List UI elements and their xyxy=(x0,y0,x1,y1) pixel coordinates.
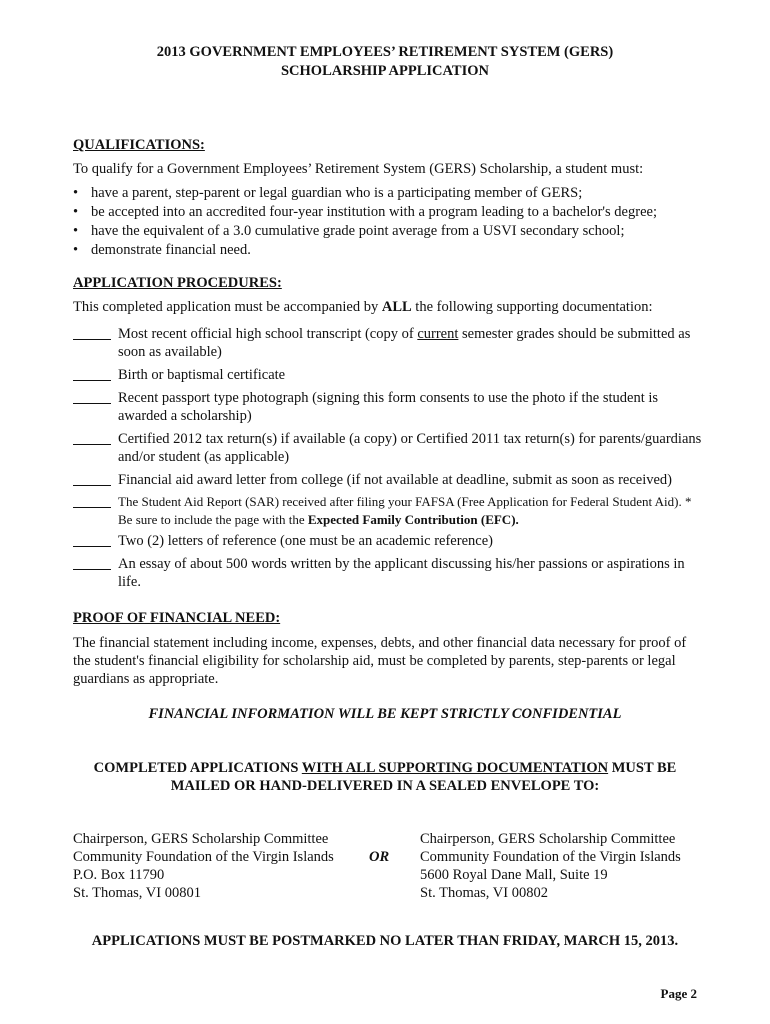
or-separator: OR xyxy=(369,849,390,865)
confidential-notice: FINANCIAL INFORMATION WILL BE KEPT STRICTLY CONFIDENTIAL xyxy=(148,706,622,722)
mailing-instruction-line2: MAILED OR HAND-DELIVERED IN A SEALED ENVELOPE TO: xyxy=(170,778,600,794)
qualifications-intro: To qualify for a Government Employees’ Retirement System (GERS) Scholarship, a student must: xyxy=(73,161,644,177)
document-page: 2013 GOVERNMENT EMPLOYEES’ RETIREMENT SYSTEM (GERS) SCHOLARSHIP APPLICATION QUALIFICATIONS: To qualify for a Government Employees’ Retirement System (GERS) Scholarship, a student must: • have a parent, step-parent or legal guardian who is a participating member of GERS; • be accepted into an accredited four-year institution with a program leading to a bachelor's degree; • have the equivalent of a 3.0 cumulative grade point average from a USVI secondary school; • demonstrate financial need. APPLICATION PROCEDURES: This completed application must be accompanied by ALL the following supporting documentation: Most recent official high school transcript (copy of current semester grades should be submitted as soon as available) Birth or baptismal certificate Recent passport type photograph (signing this form consents to use the photo if the student is awarded a scholarship) Certified 2012 tax return(s) if available (a copy) or Certified 2011 tax return(s) for parents/guardians and/or student (as applicable) Financial aid award letter from college (if not available at deadline, submit as soon as received) The Student Aid Report (SAR) received after filing your FAFSA (Free Application for Federal Student Aid). * Be sure to include the page with the Expected Family Contribution (EFC). Two (2) letters of reference (one must be an academic reference) An essay of about 500 words written by the applicant discussing his/her passions or aspirations in life. PROOF OF FINANCIAL NEED: The financial statement including income, expenses, debts, and other financial data necessary for proof of the student's financial eligibility for scholarship aid, must be completed by parents, step-parents or legal guardians as appropriate. FINANCIAL INFORMATION WILL BE KEPT STRICTLY CONFIDENTIAL COMPLETED APPLICATIONS WITH ALL SUPPORTING DOCUMENTATION MUST BE MAILED OR HAND-DELIVERED IN A SEALED ENVELOPE TO: Chairperson, GERS Scholarship Committee Community Foundation of the Virgin Islands P.O. Box 11790 St. Thomas, VI 00801 OR Chairperson, GERS Scholarship Committee Community Foundation of the Virgin Islands 5600 Royal Dane Mall, Suite 19 St. Thomas, VI 00802 APPLICATIONS MUST BE POSTMARKED NO LATER THAN FRIDAY, MARCH 15, 2013. Page 2 xyxy=(0,0,770,1024)
list-item: • be accepted into an accredited four-year institution with a program leading to a bachelor's degree; xyxy=(73,203,657,222)
list-item: • have a parent, step-parent or legal guardian who is a participating member of GERS; xyxy=(73,184,657,203)
mailing-instruction-line1: COMPLETED APPLICATIONS WITH ALL SUPPORTING DOCUMENTATION MUST BE xyxy=(93,760,677,776)
list-item: • demonstrate financial need. xyxy=(73,241,657,260)
list-item: • have the equivalent of a 3.0 cumulative grade point average from a USVI secondary school; xyxy=(73,222,657,241)
procedures-heading: APPLICATION PROCEDURES: xyxy=(73,275,282,291)
qualifications-list xyxy=(73,184,657,260)
procedures-intro: This completed application must be accompanied by ALL the following supporting documentation: xyxy=(73,299,653,315)
page-number: Page 2 xyxy=(660,986,697,1001)
deadline-notice: APPLICATIONS MUST BE POSTMARKED NO LATER THAN FRIDAY, MARCH 15, 2013. xyxy=(91,933,679,949)
mailing-address-street: Chairperson, GERS Scholarship Committee Community Foundation of the Virgin Islands 5600 Royal Dane Mall, Suite 19 St. Thomas, VI 00802 xyxy=(420,831,681,901)
document-subtitle: SCHOLARSHIP APPLICATION xyxy=(280,63,489,79)
financial-need-text: The financial statement including income, expenses, debts, and other financial data necessary for proof of the student's financial eligibility for scholarship aid, must be completed by parents, step-parents or legal guardians as appropriate. xyxy=(73,635,687,687)
financial-need-heading: PROOF OF FINANCIAL NEED: xyxy=(73,610,281,626)
document-title: 2013 GOVERNMENT EMPLOYEES’ RETIREMENT SYSTEM (GERS) xyxy=(156,44,614,60)
qualifications-heading: QUALIFICATIONS: xyxy=(73,137,205,153)
mailing-address-po-box: Chairperson, GERS Scholarship Committee Community Foundation of the Virgin Islands P.O. Box 11790 St. Thomas, VI 00801 xyxy=(73,831,334,901)
